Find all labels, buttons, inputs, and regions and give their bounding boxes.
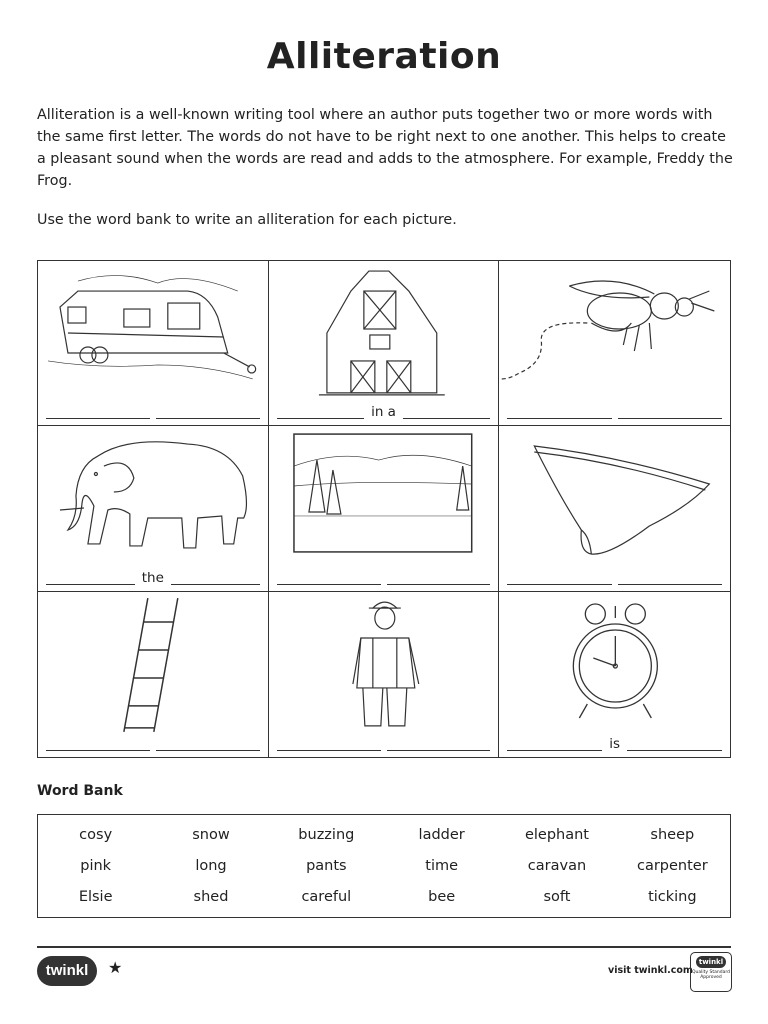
picture-grid xyxy=(37,260,731,758)
pants-picture xyxy=(499,426,730,566)
answer-blank[interactable] xyxy=(403,404,490,419)
answer-lines[interactable] xyxy=(504,736,725,751)
answer-blank[interactable] xyxy=(156,736,260,751)
answer-blank[interactable] xyxy=(46,570,135,585)
word-bank-word: pants xyxy=(306,857,347,874)
caravan-picture xyxy=(38,261,268,401)
answer-blank[interactable] xyxy=(46,736,150,751)
word-bank-word: bee xyxy=(428,889,456,906)
answer-blank[interactable] xyxy=(627,736,722,751)
twinkl-logo[interactable]: twinkl xyxy=(37,956,97,986)
badge-text: Quality Standard Approved xyxy=(692,970,730,980)
word-bank-word: ladder xyxy=(418,826,465,843)
word-bank-word: ticking xyxy=(648,889,697,906)
answer-blank[interactable] xyxy=(618,404,722,419)
picture-cell-snow xyxy=(269,426,500,591)
word-bank-word: caravan xyxy=(527,857,587,874)
picture-cell-shed xyxy=(269,261,500,426)
joiner-text: is xyxy=(609,735,621,752)
picture-cell-carpenter xyxy=(269,592,500,757)
answer-blank[interactable] xyxy=(618,570,722,585)
answer-blank[interactable] xyxy=(277,736,381,751)
word-bank-word: snow xyxy=(192,826,230,843)
answer-lines[interactable] xyxy=(504,404,725,419)
picture-cell-clock xyxy=(499,592,730,757)
star-icon[interactable]: ★ xyxy=(108,958,123,977)
bee-picture xyxy=(499,261,730,401)
footer-divider xyxy=(37,946,731,948)
answer-lines[interactable] xyxy=(43,570,263,585)
answer-blank[interactable] xyxy=(46,404,150,419)
answer-lines[interactable] xyxy=(274,736,494,751)
answer-blank[interactable] xyxy=(507,736,602,751)
joiner-text: the xyxy=(141,569,164,586)
snow-landscape-picture xyxy=(269,426,499,566)
picture-cell-elephant xyxy=(38,426,269,591)
answer-blank[interactable] xyxy=(156,404,260,419)
word-bank-word: cosy xyxy=(79,826,113,843)
answer-blank[interactable] xyxy=(507,570,611,585)
clock-picture xyxy=(499,592,730,732)
picture-cell-pants xyxy=(499,426,730,591)
page-title: Alliteration xyxy=(266,36,502,77)
intro-paragraph: Alliteration is a well-known writing tool where an author puts together two or more words with the same first letter. The words do not have to be right next to one another. This helps to create a pleasant sound when the words are read and adds to the atmosphere. For example, Freddy the Frog. xyxy=(37,107,733,189)
answer-lines[interactable] xyxy=(43,736,263,751)
carpenter-picture xyxy=(269,592,499,732)
barn-shed-picture xyxy=(269,261,499,401)
word-bank-word: elephant xyxy=(524,826,589,843)
answer-blank[interactable] xyxy=(387,570,491,585)
word-bank-word: soft xyxy=(543,889,571,906)
quality-badge xyxy=(690,952,732,992)
word-bank-word: carpenter xyxy=(636,857,708,874)
joiner-text: in a xyxy=(371,404,396,421)
word-bank xyxy=(37,814,731,918)
answer-blank[interactable] xyxy=(277,404,364,419)
elephant-picture xyxy=(38,426,268,566)
word-bank-word: pink xyxy=(80,857,112,874)
answer-blank[interactable] xyxy=(277,570,381,585)
word-bank-word: buzzing xyxy=(298,826,355,843)
word-bank-title: Word Bank xyxy=(37,783,123,799)
answer-lines[interactable] xyxy=(43,404,263,419)
word-bank-word: careful xyxy=(301,889,352,906)
visit-link[interactable]: visit twinkl.com xyxy=(608,965,693,976)
answer-lines[interactable] xyxy=(274,404,494,419)
word-bank-word: sheep xyxy=(650,826,695,843)
answer-lines[interactable] xyxy=(504,570,725,585)
word-bank-word: Elsie xyxy=(78,889,113,906)
word-bank-word: shed xyxy=(193,889,229,906)
answer-lines[interactable] xyxy=(274,570,494,585)
word-bank-word: long xyxy=(195,857,227,874)
picture-cell-ladder xyxy=(38,592,269,757)
badge-logo: twinkl xyxy=(696,956,726,968)
answer-blank[interactable] xyxy=(507,404,611,419)
picture-cell-caravan xyxy=(38,261,269,426)
word-bank-word: time xyxy=(425,857,459,874)
picture-cell-bee xyxy=(499,261,730,426)
answer-blank[interactable] xyxy=(171,570,260,585)
instruction-text: Use the word bank to write an alliteration for each picture. xyxy=(37,212,457,228)
ladder-picture xyxy=(38,592,268,732)
answer-blank[interactable] xyxy=(387,736,491,751)
